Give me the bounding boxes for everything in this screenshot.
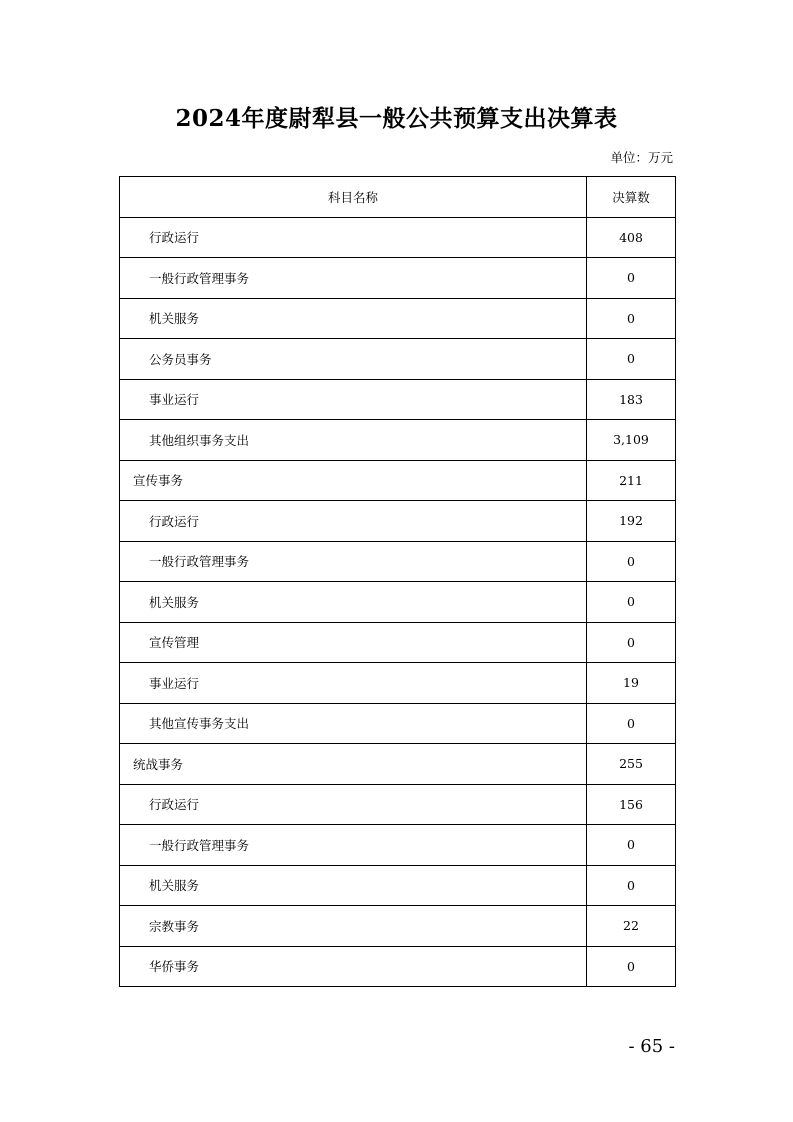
table-body [120, 217, 676, 987]
table-header-row [120, 177, 676, 218]
row-value-cell: 0 [587, 946, 676, 987]
row-name-cell: 统战事务 [120, 744, 587, 785]
table-row [120, 744, 676, 785]
table-row [120, 582, 676, 623]
row-name-cell: 行政运行 [120, 784, 587, 825]
row-value-cell: 0 [587, 582, 676, 623]
table-row [120, 784, 676, 825]
row-name-cell: 一般行政管理事务 [120, 258, 587, 299]
table-row [120, 663, 676, 704]
table-row [120, 622, 676, 663]
row-value-cell: 0 [587, 258, 676, 299]
row-name-cell: 其他组织事务支出 [120, 420, 587, 461]
row-value-cell: 408 [587, 217, 676, 258]
table-row [120, 501, 676, 542]
table-row [120, 379, 676, 420]
column-header-name: 科目名称 [120, 177, 587, 218]
row-value-cell: 0 [587, 622, 676, 663]
row-name-cell: 行政运行 [120, 501, 587, 542]
table-row [120, 460, 676, 501]
table-row [120, 217, 676, 258]
row-value-cell: 0 [587, 339, 676, 380]
row-name-cell: 事业运行 [120, 379, 587, 420]
table-row [120, 703, 676, 744]
row-value-cell: 19 [587, 663, 676, 704]
row-value-cell: 156 [587, 784, 676, 825]
row-value-cell: 255 [587, 744, 676, 785]
row-name-cell: 机关服务 [120, 582, 587, 623]
table-row [120, 865, 676, 906]
row-name-cell: 其他宣传事务支出 [120, 703, 587, 744]
row-name-cell: 宣传管理 [120, 622, 587, 663]
table-row [120, 258, 676, 299]
table-row [120, 298, 676, 339]
page-number: - 65 - [628, 1036, 675, 1057]
table-row [120, 420, 676, 461]
row-name-cell: 机关服务 [120, 865, 587, 906]
row-value-cell: 0 [587, 298, 676, 339]
row-value-cell: 192 [587, 501, 676, 542]
table-row [120, 946, 676, 987]
row-name-cell: 机关服务 [120, 298, 587, 339]
row-name-cell: 宗教事务 [120, 906, 587, 947]
row-value-cell: 0 [587, 825, 676, 866]
row-name-cell: 行政运行 [120, 217, 587, 258]
row-name-cell: 华侨事务 [120, 946, 587, 987]
row-value-cell: 183 [587, 379, 676, 420]
page-title: 2024年度尉犁县一般公共预算支出决算表 [175, 105, 618, 132]
row-name-cell: 一般行政管理事务 [120, 825, 587, 866]
row-value-cell: 211 [587, 460, 676, 501]
row-name-cell: 宣传事务 [120, 460, 587, 501]
table-row [120, 906, 676, 947]
row-value-cell: 22 [587, 906, 676, 947]
row-value-cell: 0 [587, 703, 676, 744]
row-value-cell: 3,109 [587, 420, 676, 461]
row-name-cell: 事业运行 [120, 663, 587, 704]
table-row [120, 541, 676, 582]
row-value-cell: 0 [587, 541, 676, 582]
unit-label: 单位：万元 [610, 150, 673, 165]
row-value-cell: 0 [587, 865, 676, 906]
row-name-cell: 一般行政管理事务 [120, 541, 587, 582]
column-header-value: 决算数 [587, 177, 676, 218]
row-name-cell: 公务员事务 [120, 339, 587, 380]
table-row [120, 825, 676, 866]
budget-table [119, 176, 676, 987]
table-row [120, 339, 676, 380]
